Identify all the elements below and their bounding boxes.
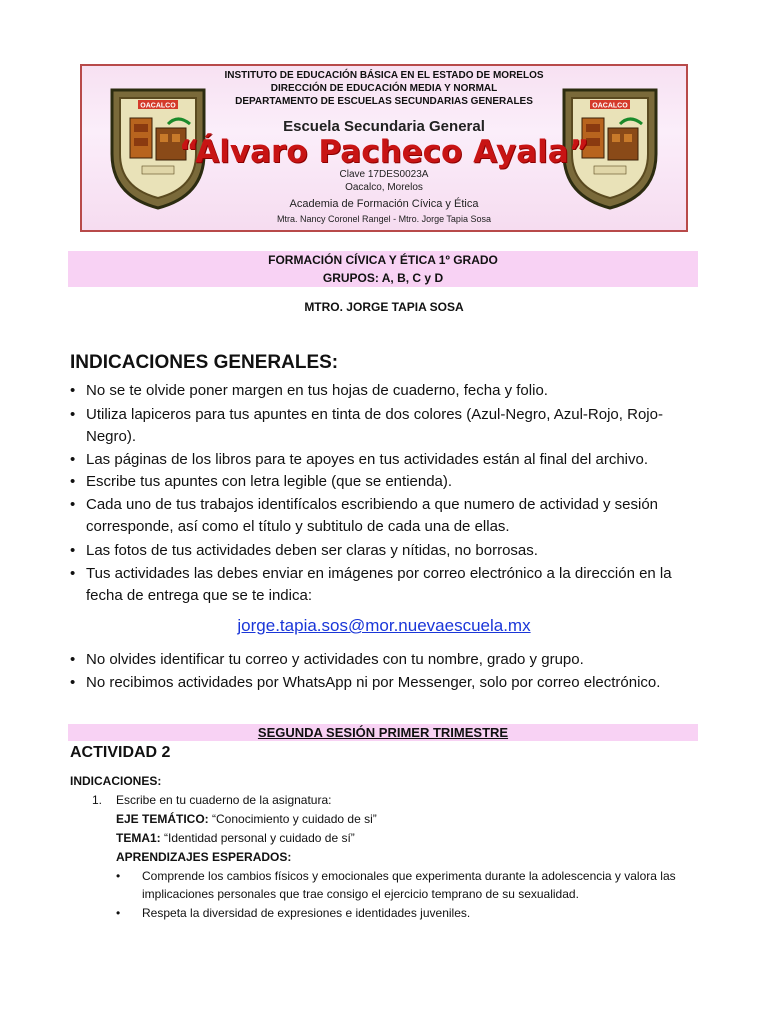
svg-text:OACALCO: OACALCO: [140, 102, 176, 110]
subject-bar: [68, 251, 698, 269]
bullet: •: [116, 869, 121, 883]
school-clave: Clave 17DES0023A: [339, 169, 429, 180]
bullet: •: [70, 674, 76, 691]
step-number: 1.: [92, 793, 103, 807]
bullet: •: [70, 542, 76, 559]
email-link[interactable]: jorge.tapia.sos@mor.nuevaescuela.mx: [237, 616, 531, 635]
list-item: • Tus actividades las debes enviar en imágenes por correo electrónico a la dirección en la fecha de entrega que se te indica:: [70, 565, 672, 604]
bullet: •: [70, 406, 76, 423]
institute-name: INSTITUTO DE EDUCACIÓN BÁSICA EN EL ESTADO DE MORELOS: [224, 70, 544, 81]
activity-title: ACTIVIDAD 2: [70, 744, 171, 761]
list-item: Comprende los cambios físicos y emocionales que experimenta durante la adolescencia y valora las implicaciones personales que trae consigo el ejercicio temprano de su sexualidad.: [142, 869, 676, 901]
list-item: • No olvides identificar tu correo y actividades con tu nombre, grado y grupo.: [70, 649, 710, 671]
session-title: SEGUNDA SESIÓN PRIMER TRIMESTRE: [257, 725, 509, 740]
step-text: Escribe en tu cuaderno de la asignatura:: [116, 793, 332, 807]
indications-label: INDICACIONES:: [70, 774, 162, 788]
groups-bar: [68, 269, 698, 287]
tema: TEMA1: “Identidad personal y cuidado de sí”: [116, 831, 355, 845]
list-item: • Las fotos de tus actividades deben ser claras y nítidas, no borrosas.: [70, 540, 710, 562]
session-bar: [68, 724, 698, 741]
bullet: •: [70, 565, 76, 582]
subject-title: FORMACIÓN CÍVICA Y ÉTICA 1º GRADO: [268, 253, 498, 267]
bullet: •: [70, 651, 76, 668]
direction-name: DIRECCIÓN DE EDUCACIÓN MEDIA Y NORMAL: [270, 83, 498, 94]
bullet: •: [70, 382, 76, 399]
list-item: • No se te olvide poner margen en tus hojas de cuaderno, fecha y folio.: [70, 380, 710, 402]
list-item: • No recibimos actividades por WhatsApp ni por Messenger, solo por correo electrónico.: [70, 672, 710, 694]
list-item: Respeta la diversidad de expresiones e identidades juveniles.: [142, 906, 471, 920]
teachers-names: Mtra. Nancy Coronel Rangel - Mtro. Jorge Tapia Sosa: [277, 214, 491, 224]
groups-title: GRUPOS: A, B, C y D: [322, 271, 444, 285]
bullet: •: [116, 906, 121, 920]
teacher-name: MTRO. JORGE TAPIA SOSA: [304, 300, 464, 314]
list-item: • Cada uno de tus trabajos identifícalos escribiendo a que numero de actividad y sesión corresponde, así como el título y subtitulo de cada una de ellas.: [70, 496, 659, 535]
bullet: •: [70, 496, 76, 513]
eje-tematico: EJE TEMÁTICO: “Conocimiento y cuidado de si”: [116, 812, 377, 826]
header-banner: [80, 64, 688, 232]
school-name: “Álvaro Pacheco Ayala”: [178, 134, 590, 170]
list-item: • Utiliza lapiceros para tus apuntes en tinta de dos colores (Azul-Negro, Azul-Rojo, Rojo-Negro).: [70, 406, 663, 445]
academy-name: Academia de Formación Cívica y Ética: [289, 198, 479, 210]
list-item: • Las páginas de los libros para te apoyes en tus actividades están al final del archivo.: [70, 449, 710, 471]
school-type: Escuela Secundaria General: [283, 118, 485, 135]
svg-text:OACALCO: OACALCO: [592, 102, 628, 110]
bullet: •: [70, 451, 76, 468]
list-item: • Escribe tus apuntes con letra legible (que se entienda).: [70, 471, 710, 493]
bullet: •: [70, 473, 76, 490]
department-name: DEPARTAMENTO DE ESCUELAS SECUNDARIAS GENERALES: [235, 96, 533, 107]
aprendizajes-label: APRENDIZAJES ESPERADOS:: [116, 850, 292, 864]
school-location: Oacalco, Morelos: [345, 182, 423, 193]
general-indications-title: INDICACIONES GENERALES:: [70, 352, 339, 373]
